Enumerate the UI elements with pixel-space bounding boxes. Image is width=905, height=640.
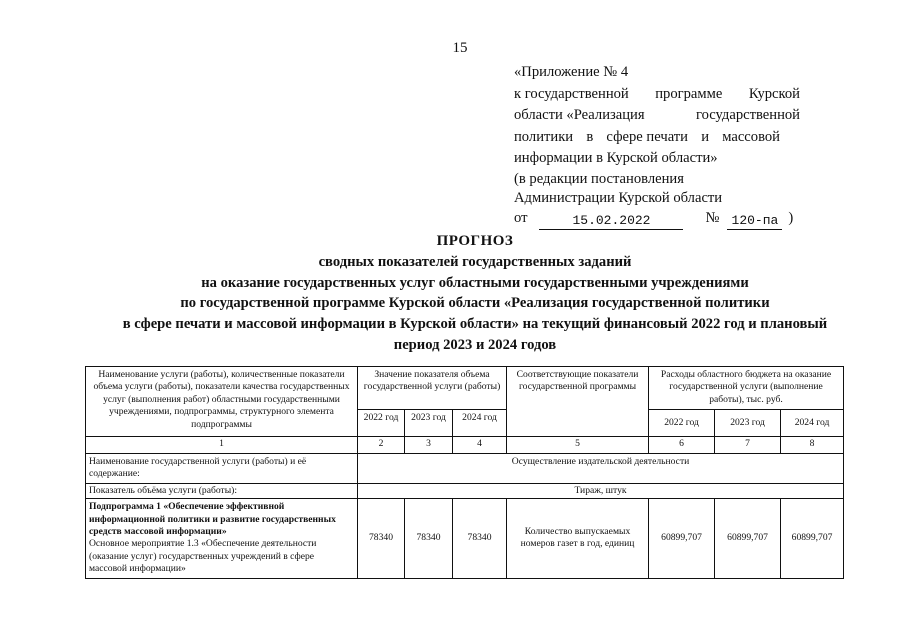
column-index: 1: [86, 437, 358, 454]
header-year: 2022 год: [649, 410, 715, 437]
header-budget-expenses: Расходы областного бюджета на оказание государственной услуги (выполнение работы), тыс. руб.: [649, 367, 844, 410]
appendix-word: программе: [655, 85, 723, 102]
appendix-word: к государственной: [514, 85, 629, 102]
title-line-5: в сфере печати и массовой информации в Курской области» на текущий финансовый 2022 год и плановый: [122, 316, 828, 333]
appendix-word: Курской: [748, 85, 800, 102]
appendix-word: в: [586, 128, 594, 145]
appendix-line-1: [514, 84, 800, 106]
header-year: 2022 год: [358, 410, 405, 437]
program-indicator: Количество выпускаемых номеров газет в год, единиц: [507, 499, 649, 578]
appendix-word: сфере печати: [606, 128, 688, 145]
appendix-block: [514, 62, 800, 230]
appendix-line-6: Администрации Курской области: [514, 189, 723, 206]
resolution-number: 120-па: [727, 213, 782, 230]
table-row: [86, 499, 844, 578]
subprogram-cell: [86, 499, 358, 578]
appendix-line-2: [514, 105, 800, 127]
title-line-2: сводных показателей государственных заданий: [318, 253, 632, 270]
service-label: Наименование государственной услуги (работы) и её содержание:: [86, 454, 358, 484]
appendix-title: «Приложение № 4: [514, 64, 629, 80]
title-line-3: на оказание государственных услуг областными государственными учреждениями: [201, 274, 749, 291]
column-index: 7: [715, 437, 781, 454]
table-row: [86, 454, 844, 484]
appendix-word: и: [701, 128, 709, 145]
column-index: 5: [507, 437, 649, 454]
volume-label: Показатель объёма услуги (работы):: [86, 483, 358, 498]
budget-2023: 60899,707: [715, 499, 781, 578]
header-year: 2024 год: [453, 410, 507, 437]
service-value: Осуществление издательской деятельности: [358, 454, 844, 484]
volume-2022: 78340: [358, 499, 405, 578]
page-number: 15: [452, 40, 468, 56]
column-index: 4: [453, 437, 507, 454]
header-year: 2023 год: [405, 410, 453, 437]
volume-value: Тираж, штук: [358, 483, 844, 498]
resolution-date: 15.02.2022: [539, 213, 683, 230]
volume-2024: 78340: [453, 499, 507, 578]
date-prefix: от: [514, 209, 528, 226]
column-index: 3: [405, 437, 453, 454]
document-title: [80, 231, 870, 356]
table-row: [86, 483, 844, 498]
main-measure-name: Основное мероприятие 1.3 «Обеспечение деятельности (оказание услуг) государственных учреждений в сфере массовой информации»: [89, 538, 317, 575]
budget-2022: 60899,707: [649, 499, 715, 578]
appendix-word: политики: [514, 128, 574, 145]
forecast-table: [85, 366, 844, 579]
title-line-6: период 2023 и 2024 годов: [393, 336, 557, 353]
header-program-indicators: Соответствующие показатели государственной программы: [507, 367, 649, 437]
budget-2024: 60899,707: [781, 499, 844, 578]
header-volume-value: Значение показателя объема государственной услуги (работы): [358, 367, 507, 410]
resolution-date-row: [514, 208, 800, 230]
subprogram-name: Подпрограмма 1 «Обеспечение эффективной информационной политики и развитие государственных средств массовой информации»: [89, 501, 336, 538]
closing-paren: ): [788, 209, 794, 226]
appendix-word: области «Реализация: [514, 107, 645, 124]
appendix-line-5: (в редакции постановления: [514, 170, 684, 187]
header-service-name: Наименование услуги (работы), количественные показатели объема услуги (работы), показатели качества государственных услуг (выполнения работ) областными государственными учреждениями, подпрограммы, структурного элемента подпрограммы: [86, 367, 358, 437]
appendix-word: государственной: [695, 107, 800, 124]
header-year: 2024 год: [781, 410, 844, 437]
header-year: 2023 год: [715, 410, 781, 437]
title-line-4: по государственной программе Курской области «Реализация государственной политики: [180, 295, 770, 312]
appendix-line-4: информации в Курской области»: [514, 150, 718, 167]
table-header-row: [86, 367, 844, 410]
appendix-word: массовой: [722, 128, 780, 145]
column-index: 2: [358, 437, 405, 454]
volume-2023: 78340: [405, 499, 453, 578]
number-prefix: №: [705, 209, 720, 226]
column-index: 8: [781, 437, 844, 454]
appendix-line-3: [514, 127, 780, 149]
column-index-row: [86, 437, 844, 454]
title-line-1: ПРОГНОЗ: [436, 233, 514, 249]
column-index: 6: [649, 437, 715, 454]
